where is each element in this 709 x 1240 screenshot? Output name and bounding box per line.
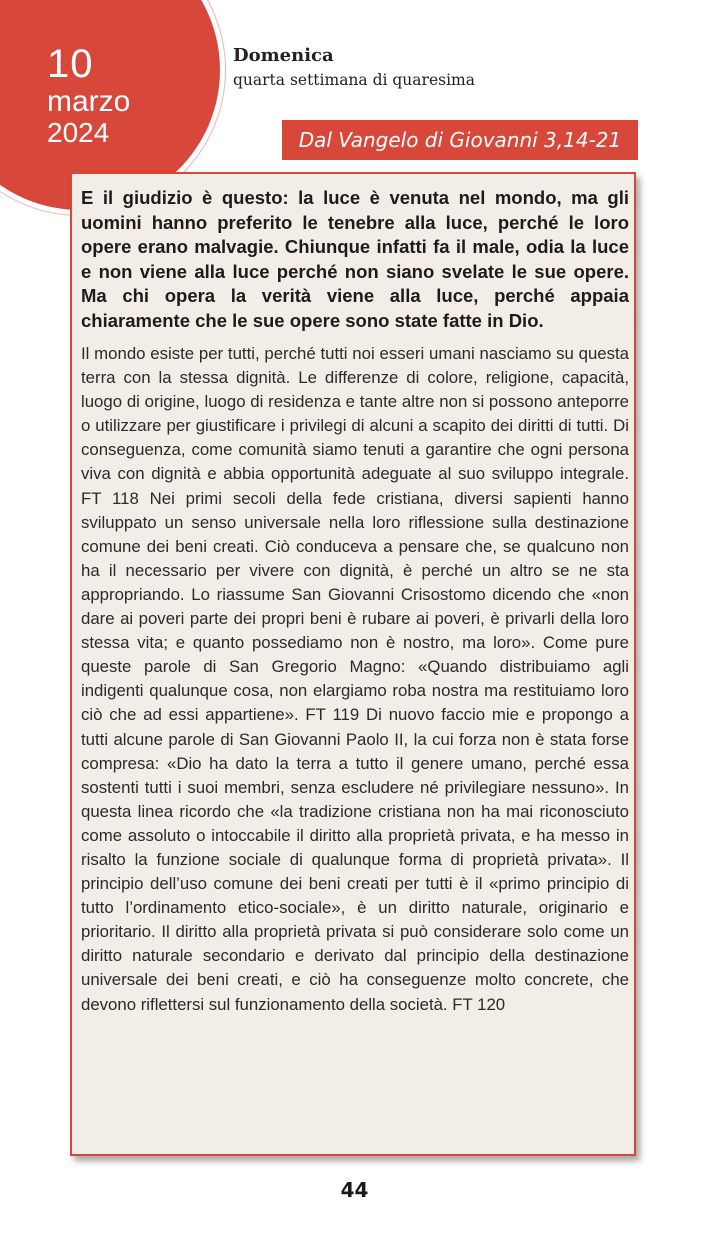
date-year: 2024 xyxy=(47,117,110,148)
header xyxy=(233,44,475,92)
page-number: 44 xyxy=(340,1178,369,1202)
liturgical-week: quarta settimana di quaresima xyxy=(233,71,475,89)
date-block xyxy=(47,42,130,148)
gospel-passage: E il giudizio è questo: la luce è venuta nel mondo, ma gli uomini hanno preferito le tenebre alla luce, perché le loro opere erano malvagie. Chiunque infatti fa il male, odia la luce e non viene alla luce perché non siano svelate le sue opere. Ma chi opera la verità viene alla luce, perché appaia chiaramente che le sue opere sono state fatte in Dio. xyxy=(81,187,629,331)
date-month: marzo xyxy=(47,85,131,118)
gospel-reference-label: Dal Vangelo di Giovanni 3,14-21 xyxy=(282,120,638,160)
commentary: Il mondo esiste per tutti, perché tutti noi esseri umani nasciamo su questa terra con la stessa dignità. Le differenze di colore, religione, capacità, luogo di origine, luogo di residenza e tante altre non si possono anteporre o utilizzare per giustificare i privilegi di alcuni a scapito dei diritti di tutti. Di conseguenza, come comunità siamo tenuti a garantire che ogni persona viva con dignità e abbia opportunità adeguate al suo sviluppo integrale. FT 118 Nei primi secoli della fede cristiana, diversi sapienti hanno sviluppato un senso universale nella loro riflessione sulla destinazione comune dei beni creati. Ciò conduceva a pensare che, se qualcuno non ha il necessario per vivere con dignità, è perché un altro se ne sta appropriando. Lo riassume San Giovanni Crisostomo dicendo che «non dare ai poveri parte dei propri beni è rubare ai poveri, è privarli della loro stessa vita; e quanto possediamo non è nostro, ma loro». Come pure queste parole di San Gregorio Magno: «Quando distribuiamo agli indigenti qualunque cosa, non elargiamo roba nostra ma restituiamo loro ciò che ad essi appartiene». FT 119 Di nuovo faccio mie e propongo a tutti alcune parole di San Giovanni Paolo II, la cui forza non è stata forse compresa: «Dio ha dato la terra a tutto il genere umano, perché essa sostenti tutti i suoi membri, senza escludere né privilegiare nessuno». In questa linea ricordo che «la tradizione cristiana non ha mai riconosciuto come assoluto o intoccabile il diritto alla proprietà privata, e ha messo in risalto la funzione sociale di qualunque forma di proprietà privata». Il principio dell’uso comune dei beni creati per tutti è il «primo principio di tutto l’ordinamento etico-sociale», è un diritto naturale, originario e prioritario. Il diritto alla proprietà privata si può considerare solo come un diritto naturale secondario e derivato dal principio della destinazione universale dei beni creati, e ciò ha conseguenze molto concrete, che devono riflettersi sul funzionamento della società. FT 120 xyxy=(81,344,629,1014)
date-day: 10 xyxy=(47,42,94,86)
reading-box xyxy=(70,172,636,1156)
day-name: Domenica xyxy=(233,45,334,66)
